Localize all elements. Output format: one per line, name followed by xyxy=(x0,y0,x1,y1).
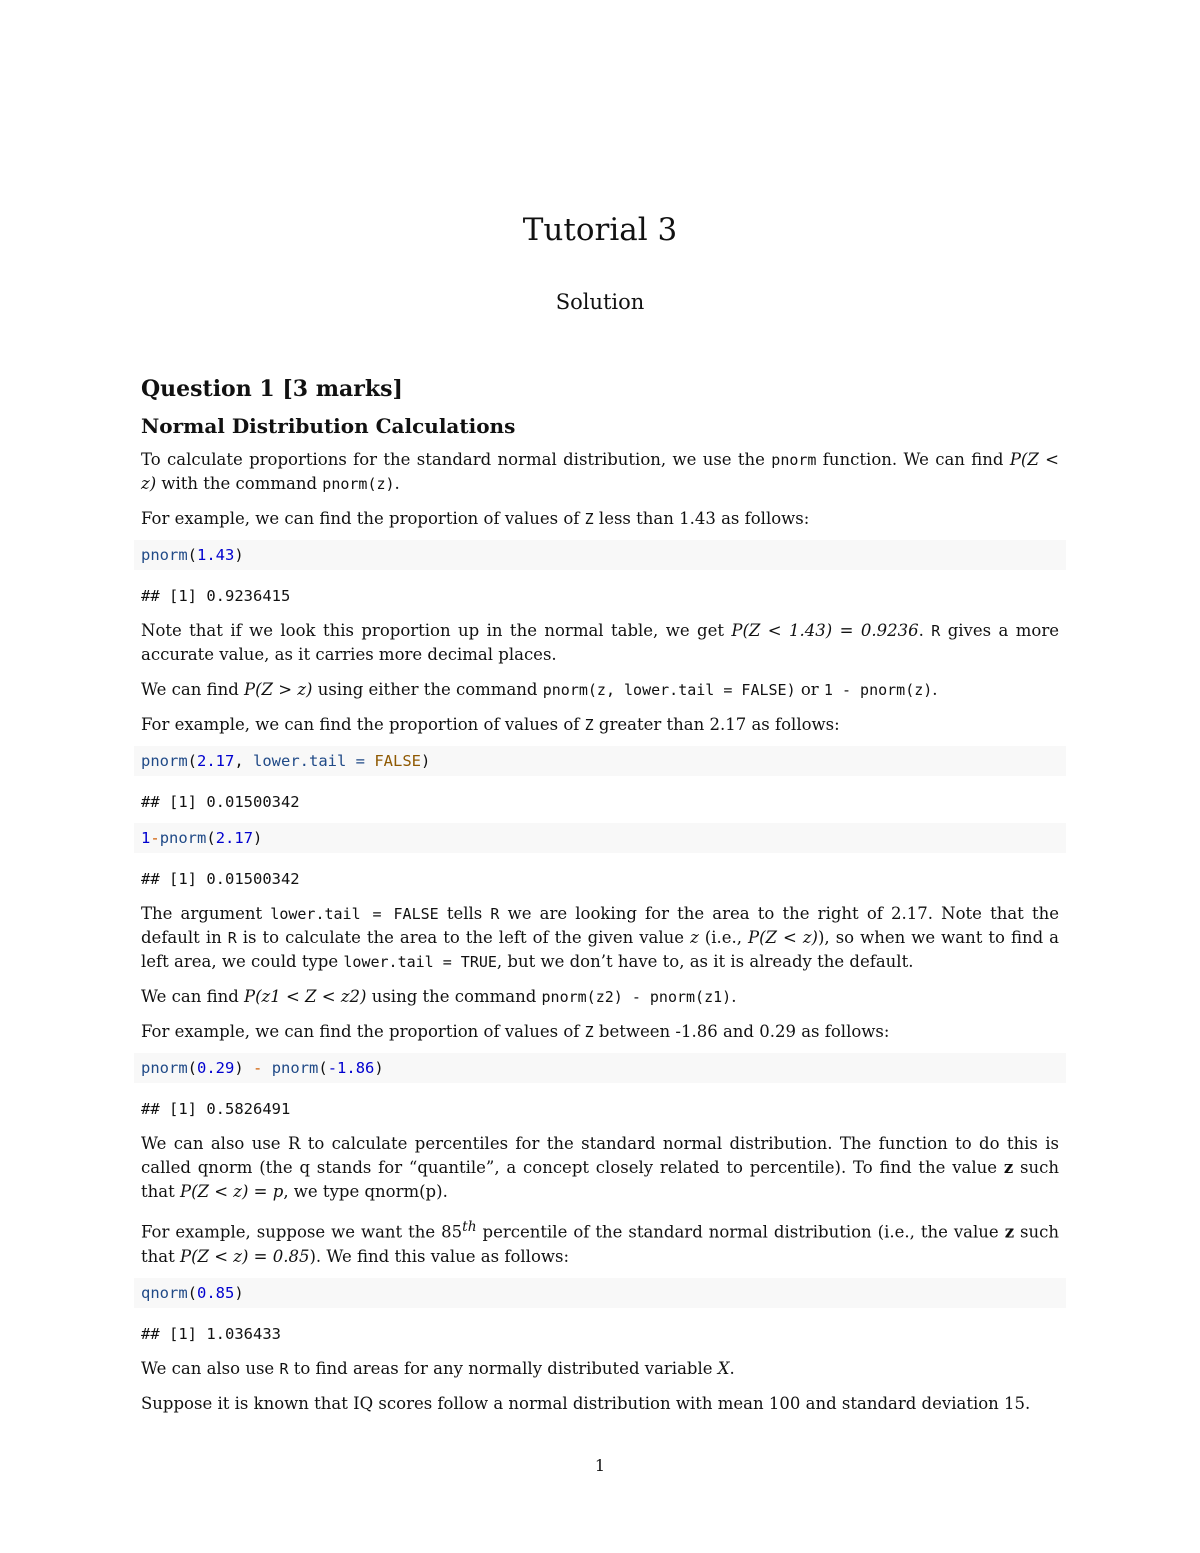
text-span: We can find xyxy=(141,987,245,1006)
paragraph xyxy=(141,1215,1059,1269)
content-blocks xyxy=(141,448,1059,1416)
text-span: (the q stands for “quantile”, a concept closely related to percentile). To find the value xyxy=(252,1158,1004,1177)
text-span: to find areas for any normally distributed variable xyxy=(288,1358,718,1378)
code-token: ( xyxy=(206,829,216,847)
text-span: qnorm xyxy=(197,1158,253,1177)
paragraph xyxy=(141,1357,1059,1381)
text-span: such that xyxy=(141,1222,1060,1266)
inline-code: lower.tail = FALSE xyxy=(270,905,439,923)
code-token xyxy=(262,1059,271,1077)
paragraph xyxy=(141,713,1059,737)
document-title: Tutorial 3 xyxy=(522,212,678,248)
text-span: Suppose it is known that IQ scores follow a normal distribution with mean 100 and standard deviation 15. xyxy=(141,1393,1031,1413)
code-token: ) xyxy=(234,546,244,564)
code-token: pnorm xyxy=(141,1059,188,1077)
code-token: qnorm xyxy=(141,1283,188,1302)
code-output: ## [1] 0.01500342 xyxy=(141,793,300,811)
paragraph xyxy=(141,1132,1059,1204)
code-output: ## [1] 0.01500342 xyxy=(141,870,300,888)
code-token: ( xyxy=(187,1283,198,1302)
paragraph xyxy=(141,448,1059,496)
paragraph xyxy=(141,678,1059,702)
text-span: less than 1.43 as follows: xyxy=(593,509,810,528)
code-token: 1 xyxy=(141,829,151,847)
document-subtitle: Solution xyxy=(555,290,645,314)
text-span: Note that if we look this proportion up in the normal table, we get xyxy=(141,621,732,640)
text-span: For example, we can find the proportion of values of xyxy=(141,1022,585,1041)
code-chunk xyxy=(134,746,1066,776)
document-body xyxy=(141,376,1059,1427)
text-span: tells xyxy=(438,904,491,923)
text-span: using either the command xyxy=(312,680,543,699)
inline-code: 1 - pnorm(z) xyxy=(823,681,933,699)
text-span: The argument xyxy=(141,904,271,923)
code-chunk xyxy=(134,1053,1066,1083)
code-token: -1.86 xyxy=(327,1059,375,1077)
text-span: between -1.86 and 0.29 as follows: xyxy=(593,1022,890,1041)
inline-code: R xyxy=(931,622,941,640)
text-span: For example, we can find the proportion of values of xyxy=(141,509,585,528)
inline-code: pnorm(z, lower.tail = FALSE) xyxy=(542,681,796,699)
text-span: ), so when we want to find a left area, we could type xyxy=(141,928,1059,971)
inline-code: Z xyxy=(584,716,594,734)
code-chunk xyxy=(134,540,1066,570)
inline-code: pnorm(z2) - pnorm(z1) xyxy=(541,988,732,1006)
code-token: pnorm xyxy=(141,546,188,564)
code-token: ( xyxy=(187,1059,198,1077)
math-expression: P(Z < z) = p xyxy=(179,1182,284,1201)
text-span: We can find xyxy=(141,680,245,699)
text-span: . xyxy=(394,474,400,493)
code-token: pnorm xyxy=(159,829,207,847)
bold-text: z xyxy=(1003,1158,1014,1177)
code-token: , xyxy=(234,752,254,770)
code-token: ( xyxy=(318,1059,328,1077)
paragraph xyxy=(141,902,1059,974)
question-heading: Question 1 [3 marks] xyxy=(141,376,403,402)
text-span: percentile of the standard normal distribution (i.e., the value xyxy=(476,1222,1005,1242)
code-token: ) xyxy=(234,1059,254,1077)
code-token: ( xyxy=(187,546,198,564)
inline-code: R xyxy=(227,929,237,947)
text-span: greater than 2.17 as follows: xyxy=(593,715,840,734)
math-expression: z xyxy=(690,928,699,947)
superscript: th xyxy=(462,1219,477,1235)
math-expression: P(Z < z) xyxy=(748,928,818,947)
code-token: 0.29 xyxy=(197,1059,235,1077)
inline-code: Z xyxy=(584,1023,594,1041)
inline-code: Z xyxy=(584,510,594,528)
text-span: . xyxy=(729,1358,735,1378)
code-token: 2.17 xyxy=(197,752,235,770)
text-span: with the command xyxy=(156,474,323,493)
math-expression: P(Z < z) xyxy=(141,450,1059,493)
code-token: pnorm xyxy=(141,752,188,770)
paragraph xyxy=(141,619,1059,667)
text-span: For example, we can find the proportion of values of xyxy=(141,715,585,734)
text-span: or xyxy=(795,680,824,699)
text-span: . xyxy=(932,680,938,699)
paragraph xyxy=(141,507,1059,531)
math-expression: P(Z > z) xyxy=(244,680,313,699)
text-span: , but we don’t have to, as it is already the default. xyxy=(496,952,914,971)
math-expression: P(Z < z) = 0.85 xyxy=(179,1246,310,1266)
text-span: qnorm(p) xyxy=(364,1182,443,1201)
code-token: ) xyxy=(374,1059,384,1077)
text-span: . xyxy=(918,621,932,640)
code-token: lower.tail = xyxy=(253,752,365,770)
text-span: such that xyxy=(141,1158,1059,1201)
text-span: we are looking for the area to the right of 2.17. Note that the default in xyxy=(141,904,1059,947)
math-expression: P(z1 < Z < z2) xyxy=(244,987,367,1006)
code-chunk xyxy=(134,1278,1066,1308)
text-span: We can also use xyxy=(141,1358,280,1378)
code-token: pnorm xyxy=(271,1059,319,1077)
code-output: ## [1] 0.9236415 xyxy=(141,587,291,605)
inline-code: R xyxy=(279,1359,289,1378)
paragraph xyxy=(141,985,1059,1009)
code-token xyxy=(365,752,374,770)
page-number: 1 xyxy=(594,1456,606,1475)
code-token: ) xyxy=(234,1283,244,1302)
code-token: ) xyxy=(421,752,431,770)
text-span: . xyxy=(442,1182,448,1201)
section-heading: Normal Distribution Calculations xyxy=(141,414,516,438)
math-expression: P(Z < 1.43) = 0.9236 xyxy=(731,621,919,640)
text-span: , we type xyxy=(283,1182,365,1201)
code-output: ## [1] 1.036433 xyxy=(141,1324,281,1343)
text-span: . xyxy=(731,987,737,1006)
code-chunk xyxy=(134,823,1066,853)
text-span: To calculate proportions for the standard normal distribution, we use the xyxy=(141,450,772,469)
code-token: 2.17 xyxy=(215,829,254,847)
code-token: 0.85 xyxy=(197,1283,235,1302)
code-token: 1.43 xyxy=(197,546,235,564)
code-token: FALSE xyxy=(374,752,422,770)
text-span: is to calculate the area to the left of the given value xyxy=(236,928,691,947)
bold-text: z xyxy=(1004,1222,1015,1242)
code-token: ) xyxy=(253,829,263,847)
paragraph xyxy=(141,1392,1059,1416)
inline-code: pnorm xyxy=(771,451,817,469)
code-token: - xyxy=(253,1059,263,1077)
text-span: using the command xyxy=(366,987,542,1006)
code-token: ( xyxy=(187,752,198,770)
text-span: function. We can find xyxy=(816,450,1010,469)
inline-code: R xyxy=(490,905,500,923)
text-span: For example, suppose we want the 85 xyxy=(141,1222,463,1242)
math-expression: X xyxy=(717,1358,730,1378)
code-token: - xyxy=(150,829,160,847)
inline-code: pnorm(z) xyxy=(322,475,395,493)
code-output: ## [1] 0.5826491 xyxy=(141,1100,291,1118)
inline-code: lower.tail = TRUE xyxy=(343,953,497,971)
paragraph xyxy=(141,1020,1059,1044)
text-span: We can also use R to calculate percentiles for the standard normal distribution. The function to do this is called xyxy=(141,1134,1059,1177)
text-span: ). We find this value as follows: xyxy=(309,1246,570,1266)
text-span: gives a more accurate value, as it carries more decimal places. xyxy=(141,621,1059,664)
text-span: (i.e., xyxy=(698,928,749,947)
